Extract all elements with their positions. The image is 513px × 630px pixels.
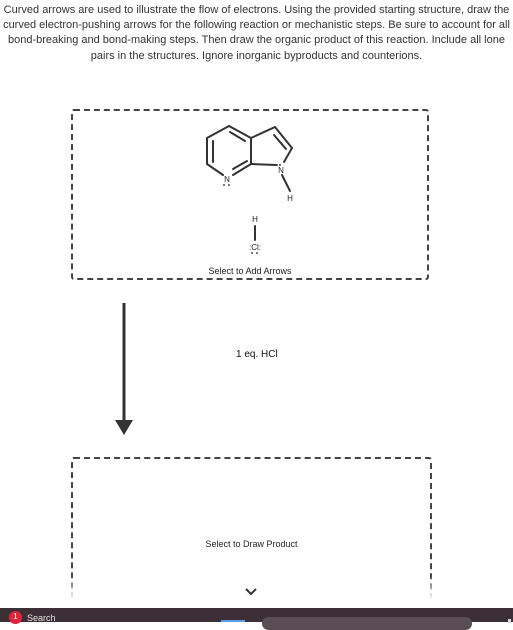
bond-n-h: [282, 175, 290, 191]
bond-c5a-n: [284, 148, 292, 162]
add-arrows-caption: Select to Add Arrows: [208, 266, 292, 276]
chevron-down-icon[interactable]: [244, 587, 258, 597]
taskbar: [0, 608, 513, 622]
bond-n-c3: [251, 164, 276, 165]
bond-c6-c1: [207, 126, 229, 138]
lone-pair-dots: [223, 164, 281, 254]
bond-n-c5: [207, 164, 223, 175]
bond-c3-n: [233, 164, 251, 175]
bond-c2-c4a: [251, 127, 275, 138]
pyrrole-h-label: H: [287, 194, 293, 203]
instructions-text: Curved arrows are used to illustrate the flow of electrons. Using the provided starting structure, draw the curved electron-pushing arrows for the following reaction or mechanistic steps. Be sure to account for all bond-breaking and bond-making steps. Then draw the organic product of this reaction. Include all lone pairs in the structures. Ignore inorganic byproducts and counterions.: [3, 4, 510, 62]
pyrrole-n-label: N: [278, 166, 284, 175]
starting-structure: [73, 111, 431, 282]
pyridine-n-label: N: [224, 175, 230, 184]
reaction-arrow: [112, 303, 136, 437]
notification-badge[interactable]: 1: [9, 611, 22, 624]
draw-product-caption: Select to Draw Product: [205, 539, 298, 549]
taskbar-search-box[interactable]: [262, 617, 472, 630]
add-arrows-panel[interactable]: [71, 109, 429, 280]
hcl-cl-label: :Cl:: [249, 243, 261, 252]
taskbar-app-label[interactable]: Search: [27, 613, 56, 623]
reagent-label: 1 eq. HCl: [236, 349, 278, 360]
taskbar-tray-icon[interactable]: [508, 619, 511, 623]
bond-c1-c2: [229, 126, 251, 138]
hcl-h-label: H: [252, 215, 258, 224]
